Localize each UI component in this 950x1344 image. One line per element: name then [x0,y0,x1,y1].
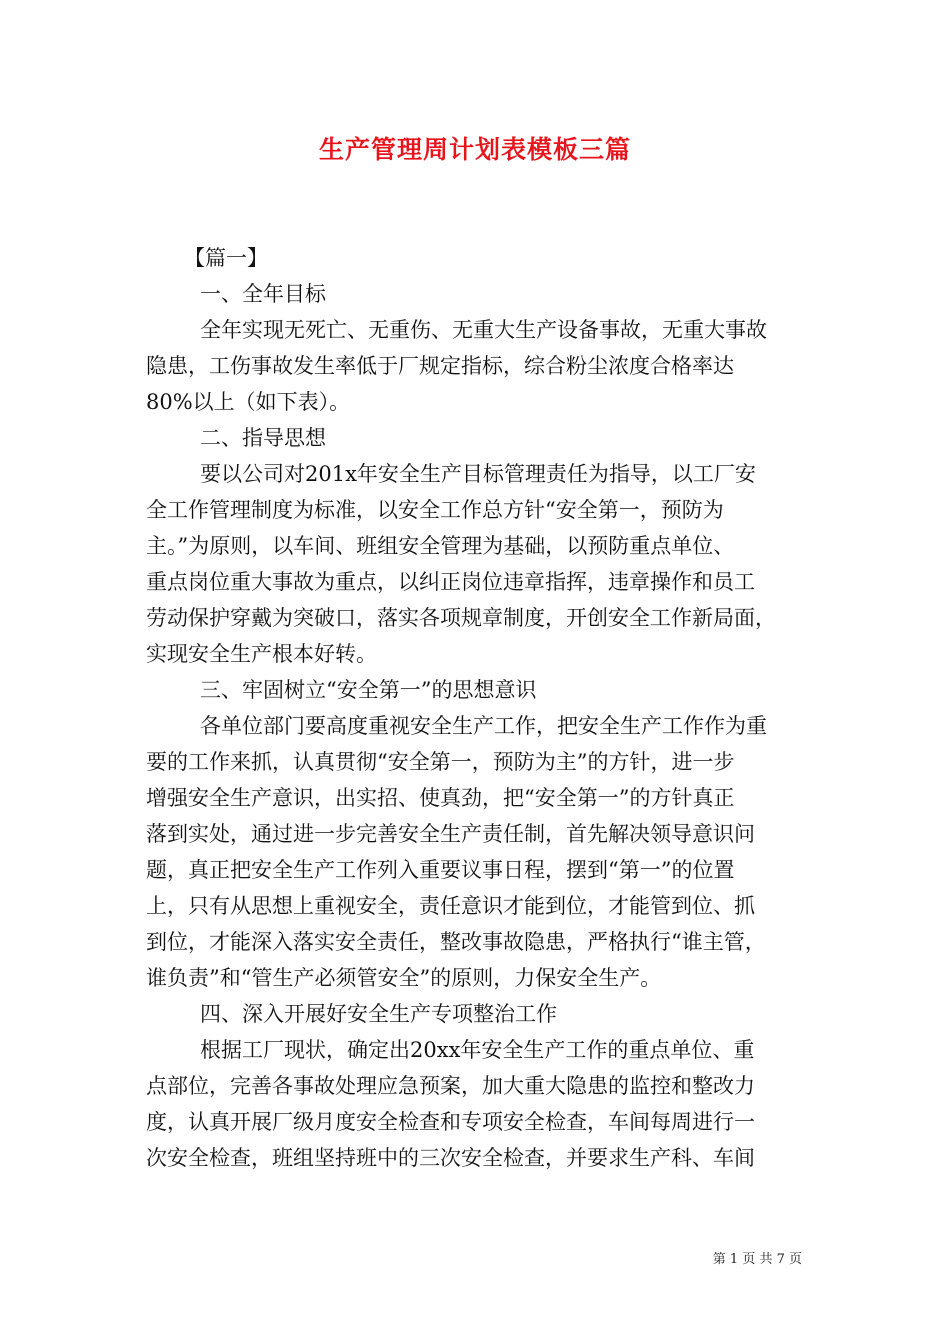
page-title: 生产管理周计划表模板三篇 [318,135,631,164]
paragraph-line: 要的工作来抓，认真贯彻“安全第一，预防为主”的方针，进一步 [146,750,735,774]
paragraph-line: 全年实现无死亡、无重伤、无重大生产设备事故，无重大事故 [200,318,767,342]
paragraph-line: 点部位，完善各事故处理应急预案，加大重大隐患的监控和整改力 [146,1074,755,1098]
paragraph-line: 根据工厂现状，确定出20xx年安全生产工作的重点单位、重 [200,1038,755,1062]
paragraph-line: 劳动保护穿戴为突破口，落实各项规章制度，开创安全工作新局面， [146,606,776,630]
section-heading: 四、深入开展好安全生产专项整治工作 [200,1002,557,1026]
paragraph-line: 80%以上（如下表）。 [146,390,351,414]
paragraph-line: 度，认真开展厂级月度安全检查和专项安全检查，车间每周进行一 [146,1110,755,1134]
paragraph-line: 谁负责”和“管生产必须管安全”的原则，力保安全生产。 [146,966,662,990]
section-label: 【篇一】 [184,246,268,270]
paragraph-line: 各单位部门要高度重视安全生产工作，把安全生产工作作为重 [200,714,767,738]
paragraph-line: 次安全检查，班组坚持班中的三次安全检查，并要求生产科、车间 [146,1146,755,1170]
document-body [146,240,806,1176]
paragraph-line: 重点岗位重大事故为重点，以纠正岗位违章指挥，违章操作和员工 [146,570,755,594]
paragraph-line: 隐患，工伤事故发生率低于厂规定指标，综合粉尘浓度合格率达 [146,354,734,378]
paragraph-line: 落到实处，通过进一步完善安全生产责任制，首先解决领导意识问 [146,822,755,846]
page-number: 第 1 页 共 7 页 [712,1252,802,1267]
paragraph-line: 全工作管理制度为标准，以安全工作总方针“安全第一，预防为 [146,498,724,522]
paragraph-line: 到位，才能深入落实安全责任，整改事故隐患，严格执行“谁主管， [146,930,766,954]
paragraph-line: 增强安全生产意识，出实招、使真劲，把“安全第一”的方针真正 [146,786,735,810]
paragraph-line: 实现安全生产根本好转。 [146,642,377,666]
section-heading: 三、牢固树立“安全第一”的思想意识 [200,678,537,702]
section-heading: 一、全年目标 [200,282,326,306]
paragraph-line: 上，只有从思想上重视安全，责任意识才能到位，才能管到位、抓 [146,894,755,918]
paragraph-line: 题，真正把安全生产工作列入重要议事日程，摆到“第一”的位置 [146,858,735,882]
paragraph-line: 主。”为原则，以车间、班组安全管理为基础，以预防重点单位、 [146,534,735,558]
paragraph-line: 要以公司对201x年安全生产目标管理责任为指导，以工厂安 [200,462,756,486]
section-heading: 二、指导思想 [200,426,326,450]
